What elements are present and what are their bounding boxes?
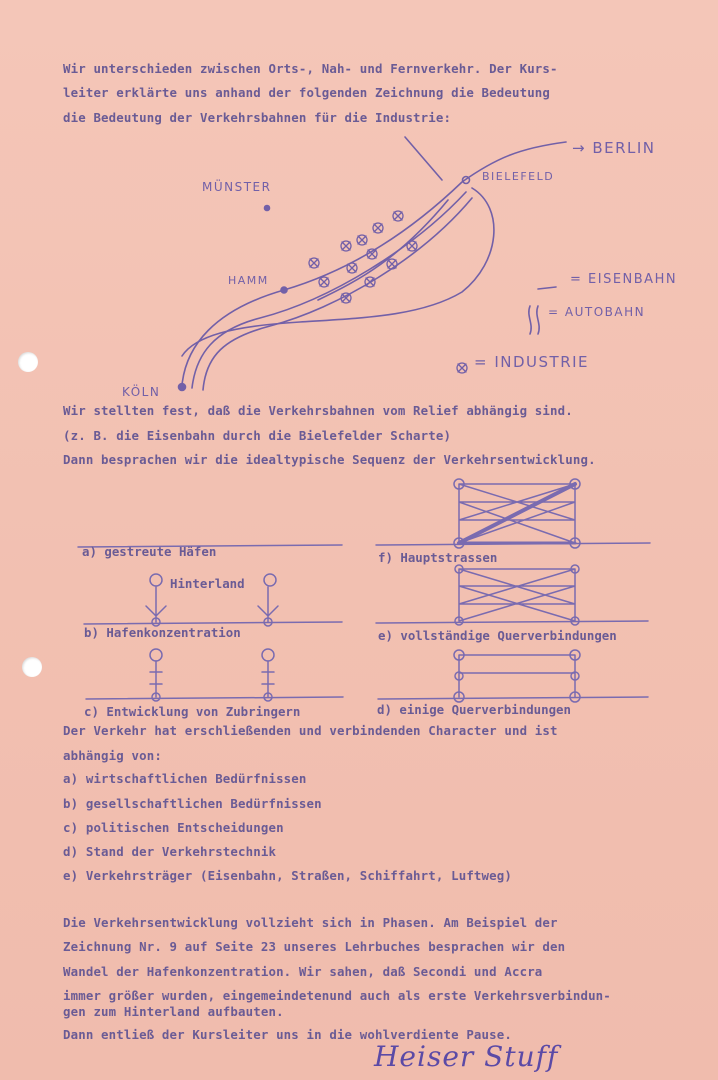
- grid-e: [459, 569, 575, 621]
- closing-line-1: Die Verkehrsentwicklung vollzieht sich in Phasen. Am Beispiel der: [63, 915, 558, 930]
- closing-line-4: immer größer wurden, eingemeindetenund auch als erste Verkehrsverbindun-: [63, 988, 611, 1003]
- closing-line-2: Zeichnung Nr. 9 auf Seite 23 unseres Lehrbuches besprachen wir den: [63, 939, 566, 954]
- label-berlin: → BERLIN: [572, 139, 656, 157]
- middle-line-3: Dann besprachen wir die idealtypische Sequenz der Verkehrsentwicklung.: [63, 452, 596, 467]
- factor-item-e: e) Verkehrsträger (Eisenbahn, Straßen, Schiffahrt, Luftweg): [63, 868, 512, 883]
- coast-line-b: [84, 622, 342, 624]
- feeder-b-right: [258, 587, 278, 622]
- node-c-left-top: [150, 649, 162, 661]
- feeder-b-left: [146, 587, 166, 622]
- coast-line-d: [378, 697, 648, 699]
- label-hinterland: Hinterland: [170, 576, 245, 591]
- legend-autobahn-label: = AUTOBAHN: [548, 305, 646, 319]
- label-koeln: KÖLN: [122, 385, 161, 399]
- coast-line-e: [376, 621, 648, 623]
- feeder-c-left: [150, 661, 162, 697]
- factor-item-a: a) wirtschaftlichen Bedürfnissen: [63, 771, 307, 786]
- character-line-1: Der Verkehr hat erschließenden und verbindenden Character und ist: [63, 723, 558, 738]
- closing-line-5: gen zum Hinterland aufbauten.: [63, 1004, 284, 1019]
- label-b-port-concentration: b) Hafenkonzentration: [84, 625, 241, 640]
- closing-line-6: Dann entließ der Kursleiter uns in die wohlverdiente Pause.: [63, 1027, 512, 1042]
- label-muenster: MÜNSTER: [202, 180, 272, 194]
- signature: Heiser Stuff: [374, 1040, 559, 1073]
- closing-line-3: Wandel der Hafenkonzentration. Wir sahen, daß Secondi und Accra: [63, 964, 543, 979]
- intro-line-1: Wir unterschieden zwischen Orts-, Nah- und Fernverkehr. Der Kurs-: [63, 61, 558, 76]
- main-road-f: [459, 484, 575, 543]
- label-hamm: HAMM: [228, 274, 269, 287]
- middle-line-1: Wir stellten fest, daß die Verkehrsbahnen vom Relief abhängig sind.: [63, 403, 573, 418]
- label-a-scattered-ports: a) gestreute Häfen: [82, 544, 217, 559]
- label-e-full-cross-links: e) vollständige Querverbindungen: [378, 628, 617, 643]
- character-line-2: abhängig von:: [63, 748, 162, 763]
- intro-line-3: die Bedeutung der Verkehrsbahnen für die Industrie:: [63, 110, 452, 125]
- hinterland-node-left: [150, 574, 162, 586]
- label-bielefeld: BIELEFELD: [482, 170, 555, 183]
- feeder-c-right: [262, 661, 274, 697]
- label-c-feeders: c) Entwicklung von Zubringern: [84, 704, 301, 719]
- factor-item-c: c) politischen Entscheidungen: [63, 820, 284, 835]
- coast-line-c: [86, 697, 343, 699]
- factor-item-b: b) gesellschaftlichen Bedürfnissen: [63, 796, 322, 811]
- legend-industry-label: = INDUSTRIE: [474, 353, 590, 371]
- ladder-d: [459, 655, 575, 697]
- label-f-main-roads: f) Hauptstrassen: [378, 550, 498, 565]
- hinterland-node-right: [264, 574, 276, 586]
- middle-line-2: (z. B. die Eisenbahn durch die Bielefelder Scharte): [63, 428, 452, 443]
- label-d-some-cross-links: d) einige Querverbindungen: [377, 702, 571, 717]
- legend-rail-label: = EISENBAHN: [570, 272, 678, 287]
- intro-line-2: leiter erklärte uns anhand der folgenden Zeichnung die Bedeutung: [63, 85, 551, 100]
- factor-item-d: d) Stand der Verkehrstechnik: [63, 844, 277, 859]
- node-c-right-top: [262, 649, 274, 661]
